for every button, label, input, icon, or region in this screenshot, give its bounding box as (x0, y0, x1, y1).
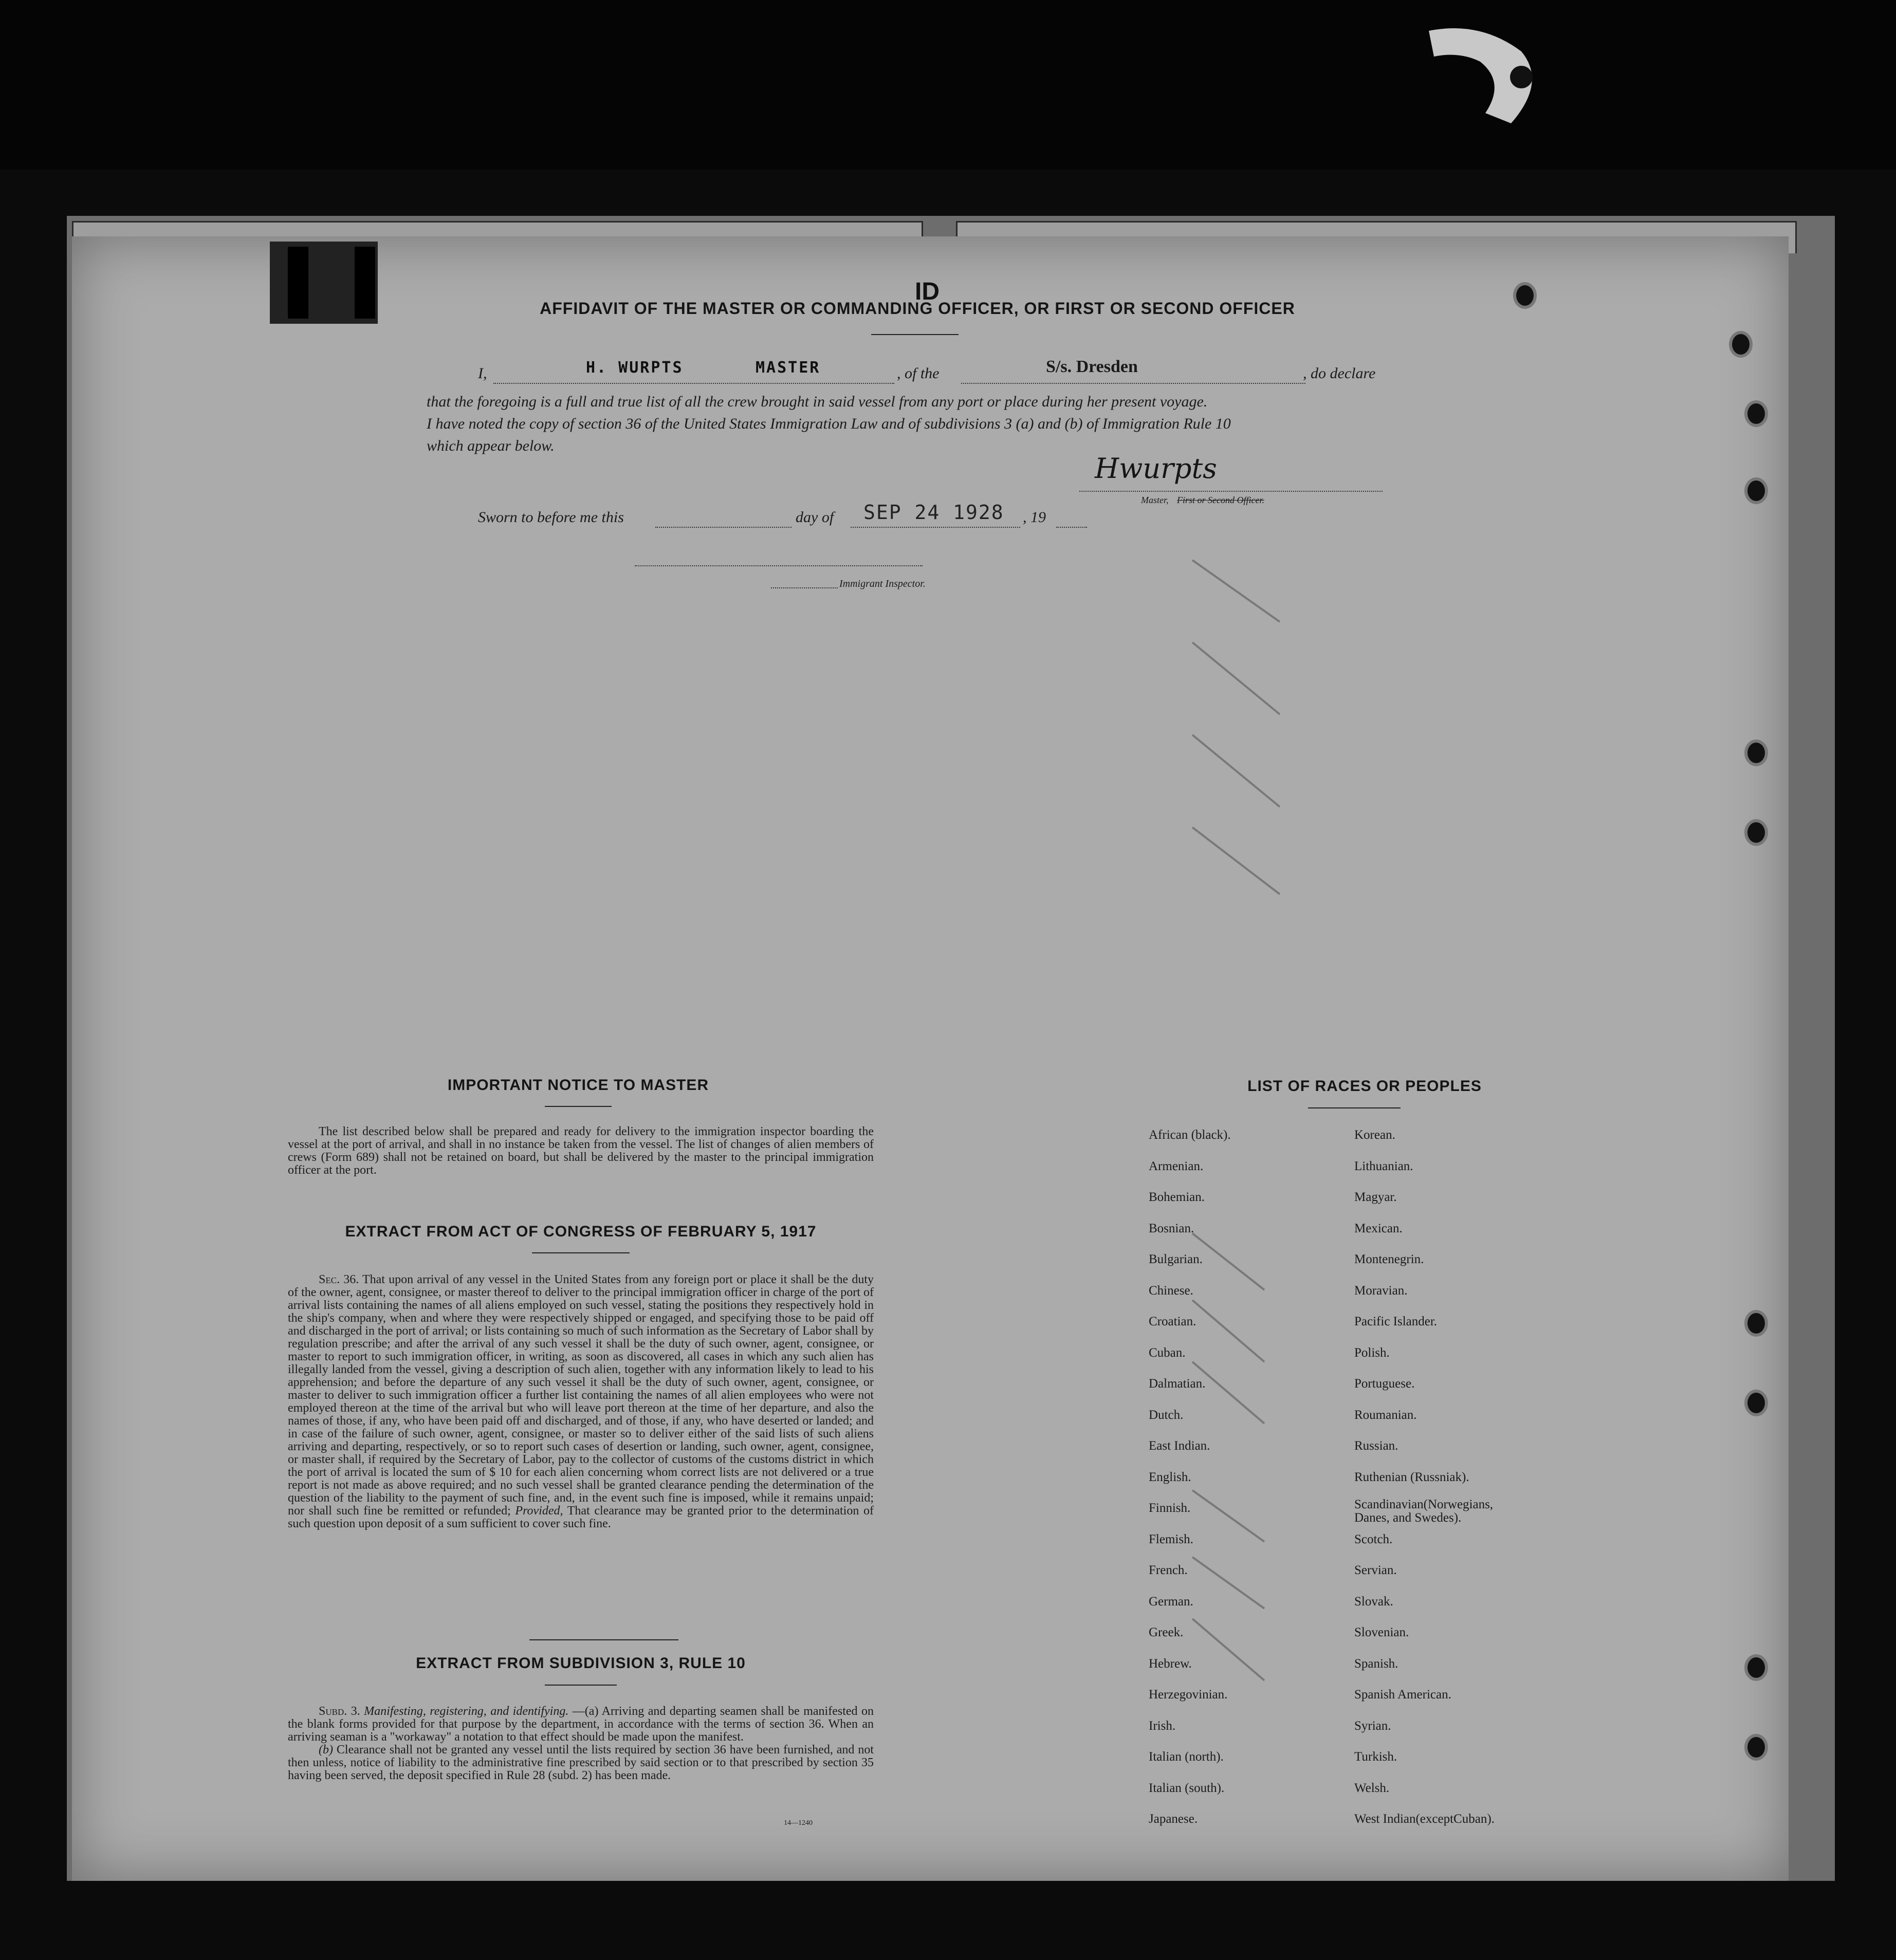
notice-text: The list described below shall be prepared and ready for delivery to the immigration inspector boarding the vessel at the port of arrival, and shall in no instance be taken from the vessel. The list of changes of alien members of crews (Form 689) shall not be retained on board, but shall be delivered by the master to the principal immigration officer at the port. (288, 1125, 874, 1177)
act-end-rule (529, 1639, 678, 1640)
race-item: Polish. (1354, 1345, 1390, 1360)
rule-heading: EXTRACT FROM SUBDIVISION 3, RULE 10 (416, 1655, 746, 1672)
race-item: Moravian. (1354, 1283, 1408, 1298)
race-item: Greek. (1149, 1625, 1184, 1639)
punch-hole (1747, 822, 1765, 843)
sworn-day-line (655, 527, 791, 528)
punch-hole (1732, 334, 1750, 355)
act-sec-label: Sec. 36. (319, 1273, 359, 1286)
race-item: Armenian. (1149, 1159, 1204, 1173)
inspector-caption-line (771, 587, 838, 588)
race-item: Portuguese. (1354, 1377, 1415, 1391)
date-stamp: SEP 24 1928 (863, 501, 1004, 524)
race-item: Russian. (1354, 1439, 1398, 1453)
day-of-label: day of (796, 509, 834, 526)
year-prefix: , 19 (1023, 509, 1046, 526)
bleed-through-marks (1162, 540, 1347, 1773)
punch-hole (1747, 743, 1765, 763)
race-item: Montenegrin. (1354, 1252, 1424, 1266)
race-item: Herzegovinian. (1149, 1688, 1228, 1702)
of-the-label: , of the (897, 365, 940, 382)
races-rule (1308, 1107, 1401, 1108)
race-item: Korean. (1354, 1128, 1395, 1142)
binder-mark (288, 247, 308, 319)
para-a: —(a) Arriving and departing seamen shall be manifested on the blank forms provided for that purpose by the department, in accordance with the terms of section 36. When an arriving seaman is a "workaway" a notation to that effect should be made upon the manifest. (288, 1705, 874, 1744)
signature-line (1079, 491, 1383, 492)
rule-text (288, 1705, 874, 1782)
race-item: Pacific Islander. (1354, 1315, 1438, 1328)
inspector-label: Immigrant Inspector. (839, 578, 926, 589)
bleed-through-text (1480, 581, 1489, 599)
race-item: Scandinavian(Norwegians, Danes, and Swedes). (1354, 1497, 1494, 1525)
race-item: Mexican. (1354, 1221, 1403, 1235)
race-item: African (black). (1149, 1128, 1231, 1142)
sworn-label: Sworn to before me this (478, 509, 624, 526)
race-item: East Indian. (1149, 1439, 1210, 1453)
race-item: French. (1149, 1563, 1188, 1577)
race-item: Bohemian. (1149, 1190, 1205, 1204)
punch-hole (1747, 1393, 1765, 1413)
sworn-month-line (851, 527, 1020, 528)
title-rule (871, 334, 959, 335)
punch-hole (1747, 1657, 1765, 1678)
race-item: Cuban. (1149, 1345, 1186, 1360)
race-item: Slovenian. (1354, 1625, 1409, 1639)
paper-clip-image (1419, 21, 1552, 134)
race-item: Italian (north). (1149, 1750, 1224, 1764)
master-signature: Hwurpts (1095, 452, 1217, 485)
para-b-label: (b) (319, 1743, 333, 1756)
punch-hole (1747, 1313, 1765, 1334)
race-item: Spanish. (1354, 1656, 1398, 1671)
affidavit-line-3: which appear below. (427, 437, 555, 454)
punch-hole (1516, 285, 1534, 306)
race-item: Croatian. (1149, 1315, 1196, 1328)
race-item: Magyar. (1354, 1190, 1397, 1204)
race-item: Scotch. (1354, 1532, 1393, 1546)
inspector-signature-line (635, 565, 923, 566)
affidavit-line-2: I have noted the copy of section 36 of the United States Immigration Law and of subdivisions 3 (a) and (b) of Immigration Rule 10 (427, 415, 1231, 432)
punch-hole (1747, 480, 1765, 501)
race-item: Finnish. (1149, 1501, 1191, 1515)
subd-label: Subd. 3. (319, 1705, 360, 1718)
signature-caption-struck: First or Second Officer. (1177, 495, 1264, 505)
tab-letters: ID (915, 278, 940, 305)
officer-rank: MASTER (756, 359, 821, 377)
race-item: Flemish. (1149, 1532, 1193, 1546)
punch-hole (1747, 403, 1765, 424)
do-declare-label: , do declare (1303, 365, 1376, 382)
notice-heading: IMPORTANT NOTICE TO MASTER (447, 1077, 709, 1094)
vessel-name: S/s. Dresden (1046, 357, 1138, 376)
race-item: Hebrew. (1149, 1656, 1192, 1671)
act-rule (532, 1252, 630, 1253)
race-item: Spanish American. (1354, 1688, 1451, 1702)
form-number: 14—1240 (784, 1819, 813, 1827)
race-item: Slovak. (1354, 1594, 1393, 1608)
race-item: Servian. (1354, 1563, 1397, 1577)
race-item: Lithuanian. (1354, 1159, 1413, 1173)
act-section (288, 1273, 874, 1530)
race-item: English. (1149, 1470, 1191, 1484)
race-item: German. (1149, 1594, 1193, 1608)
affidavit-line-1: that the foregoing is a full and true list of all the crew brought in said vessel from any port or place during her present voyage. (427, 393, 1208, 410)
race-item: Bulgarian. (1149, 1252, 1203, 1266)
notice-rule (545, 1106, 612, 1107)
races-heading: LIST OF RACES OR PEOPLES (1247, 1078, 1482, 1095)
name-line (493, 383, 894, 384)
affidavit-title: AFFIDAVIT OF THE MASTER OR COMMANDING OFFICER, OR FIRST OR SECOND OFFICER (540, 299, 1295, 318)
race-item: Bosnian. (1149, 1221, 1194, 1235)
vessel-line (961, 383, 1305, 384)
rule-rule (545, 1685, 617, 1686)
race-item: Ruthenian (Russniak). (1354, 1470, 1469, 1484)
race-item: Welsh. (1354, 1781, 1390, 1795)
race-item: Turkish. (1354, 1750, 1397, 1764)
scan-top-border (0, 0, 1896, 170)
year-line (1056, 527, 1087, 528)
act-heading: EXTRACT FROM ACT OF CONGRESS OF FEBRUARY 5, 1917 (345, 1223, 817, 1240)
race-item: Irish. (1149, 1718, 1176, 1733)
officer-name: H. WURPTS (586, 359, 684, 377)
act-text-end: That clearance may be granted prior to the determination of such question upon deposit of a sum sufficient to cover such fine. (288, 1504, 874, 1530)
race-item: Chinese. (1149, 1283, 1193, 1298)
punch-hole (1747, 1737, 1765, 1758)
race-item: Dutch. (1149, 1408, 1184, 1422)
subd-title: Manifesting, registering, and identifying. (364, 1705, 569, 1718)
race-item: West Indian(exceptCuban). (1354, 1812, 1495, 1826)
para-b: Clearance shall not be granted any vessel until the lists required by section 36 have been furnished, and not then unless, notice of liability to the administrative fine prescribed by said section or to that prescribed by section 35 having been served, the deposit specified in Rule 28 (subd. 2) has been made. (288, 1743, 874, 1782)
act-text: That upon arrival of any vessel in the United States from any foreign port or place it shall be the duty of the owner, agent, consignee, or master thereof to deliver to the principal immigration officer in charge of the port of arrival lists containing the names of all aliens employed on such vessel, stating the positions they respectively hold in the ship's company, when and where they were respectively shipped or engaged, and specifying those to be paid off and discharged in the port of arrival; or lists containing so much of such information as the Secretary of Labor shall by regulation prescribe; and after the arrival of any such vessel it shall be the duty of such owner, agent, consignee, or master to report to such immigration officer, in writing, as soon as discovered, all cases in which any such alien has illegally landed from the vessel, giving a description of such alien, together with any information likely to lead to his apprehension; and before the departure of any such vessel it shall be the duty of such owner, agent, consignee, or master to deliver to such immigration officer a further list containing the names of all alien employees who were not employed thereon at the time of the arrival but who will leave port thereon at the time of her departure, and also the names of those, if any, who have been paid off and discharged, and of those, if any, who have deserted or landed; and in case of the failure of such owner, agent, consignee, or master so to deliver either of the said lists of such aliens arriving and departing, respectively, or so to report such cases of desertion or landing, such owner, agent, consignee, or master shall, if required by the Secretary of Labor, pay to the collector of customs of the customs district in which the port of arrival is located the sum of $ 10 for each alien concerning whom correct lists are not delivered or a true report is not made as above required; and no such vessel shall be granted clearance pending the determination of the question of the liability to the payment of such fine, and, in the event such fine is imposed, while it remains unpaid; nor shall such fine be remitted or refunded; (288, 1273, 874, 1518)
i-label: I, (478, 365, 487, 382)
race-item: Roumanian. (1354, 1408, 1417, 1422)
act-provided-label: Provided, (515, 1504, 563, 1518)
document-page (72, 236, 1789, 1881)
race-item: Syrian. (1354, 1718, 1391, 1733)
race-item: Dalmatian. (1149, 1377, 1206, 1391)
binder-mark (355, 247, 375, 319)
signature-caption-master: Master, (1141, 495, 1169, 505)
race-item: Japanese. (1149, 1812, 1198, 1826)
race-item: Italian (south). (1149, 1781, 1225, 1795)
